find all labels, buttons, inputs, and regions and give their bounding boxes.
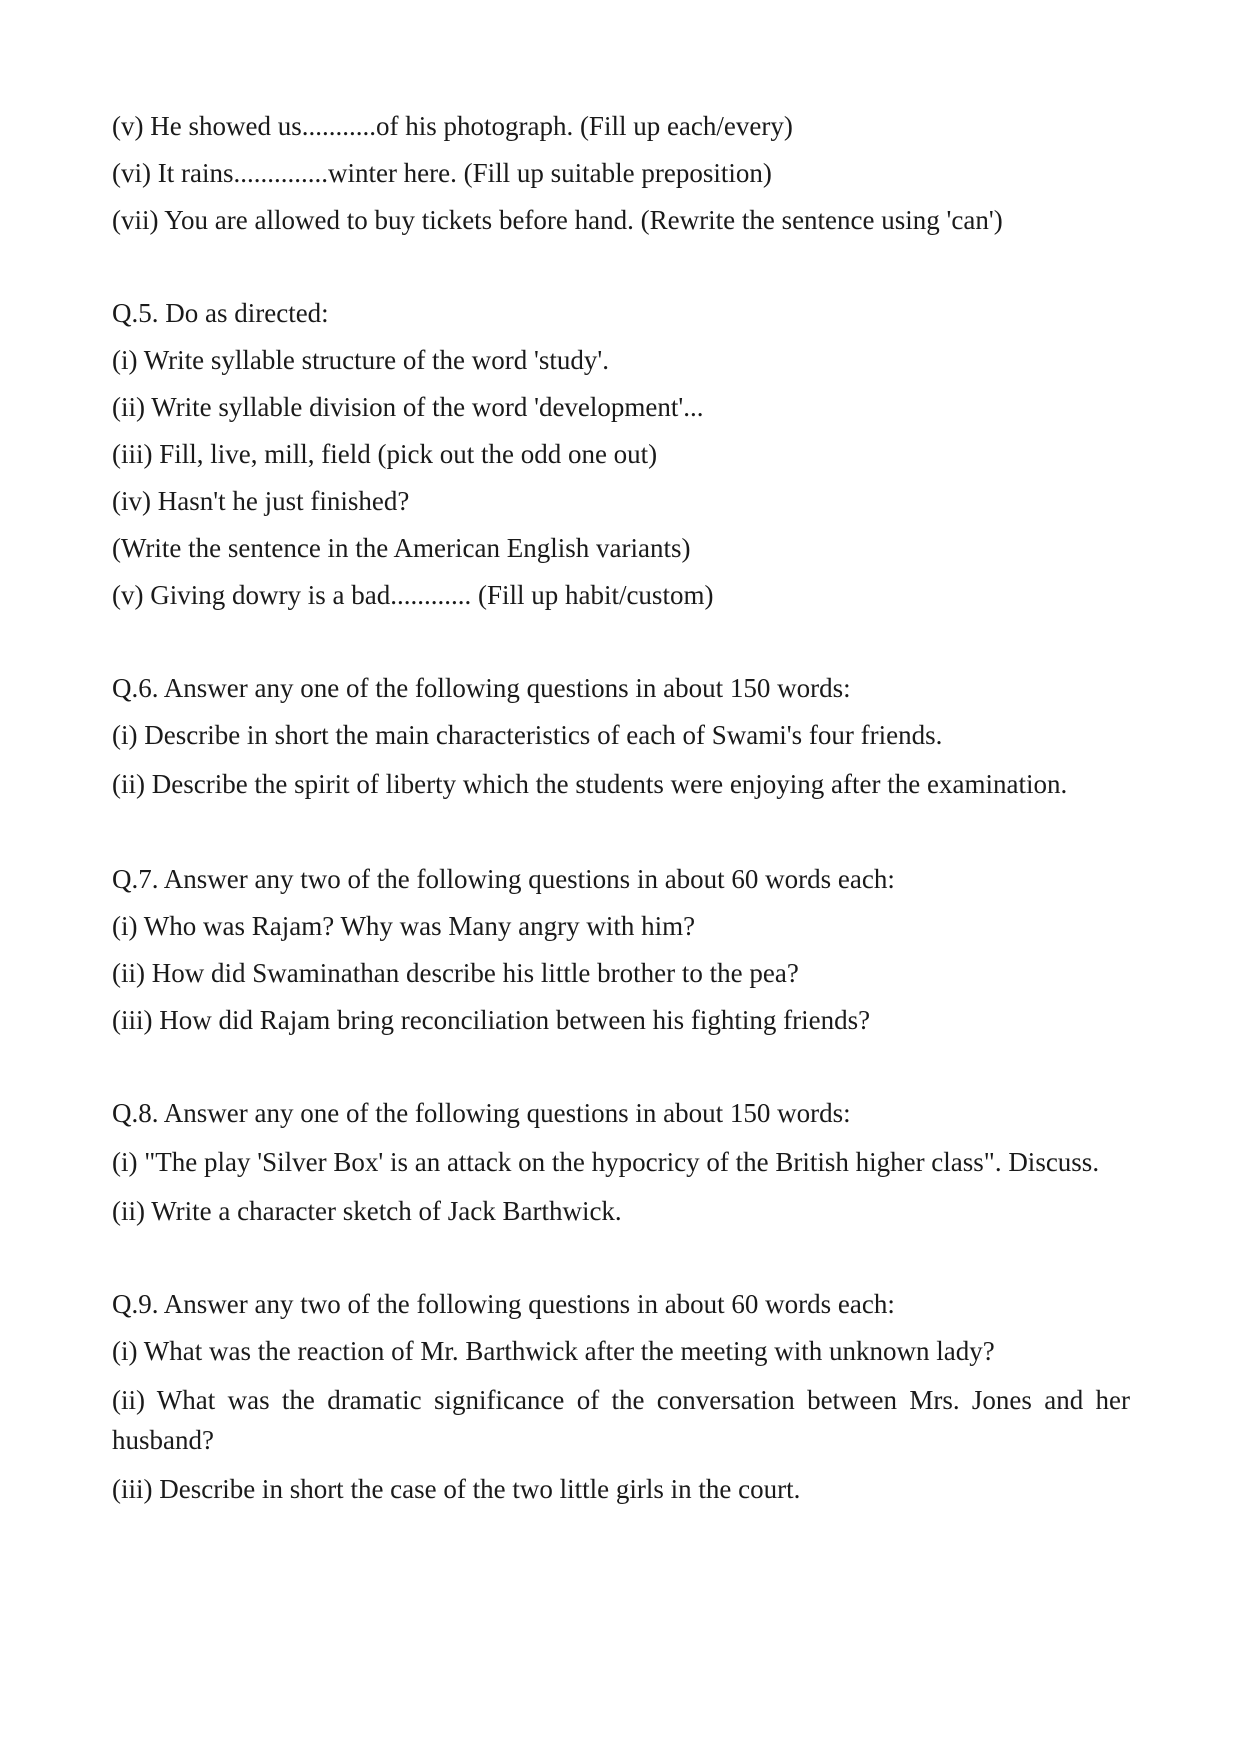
- question-heading: Q.8. Answer any one of the following questions in about 150 words:: [112, 1098, 851, 1128]
- question-item: (i) Describe in short the main characteristics of each of Swami's four friends.: [112, 720, 943, 750]
- question-item: (i) Who was Rajam? Why was Many angry with him?: [112, 911, 696, 941]
- question-paper-content: [112, 108, 1130, 1518]
- question-item: (ii) How did Swaminathan describe his little brother to the pea?: [112, 958, 799, 988]
- question-9-block: [112, 1286, 1130, 1507]
- question-item: (ii) Describe the spirit of liberty which the students were enjoying after the examination.: [112, 769, 1068, 799]
- question-item: (ii) Write a character sketch of Jack Barthwick.: [112, 1196, 622, 1226]
- question-item: (ii) Write syllable division of the word 'development'...: [112, 392, 704, 422]
- question-item: (v) Giving dowry is a bad............ (Fill up habit/custom): [112, 580, 714, 610]
- question-item: (iii) Fill, live, mill, field (pick out the odd one out): [112, 439, 658, 469]
- question-item: (ii) What was the dramatic significance of the conversation between Mrs. Jones and her husband?: [112, 1385, 1130, 1455]
- question-item: (Write the sentence in the American English variants): [112, 533, 691, 563]
- question-item: (iv) Hasn't he just finished?: [112, 486, 410, 516]
- question-item: (i) Write syllable structure of the word 'study'.: [112, 345, 610, 375]
- question-item: (iii) Describe in short the case of the two little girls in the court.: [112, 1474, 801, 1504]
- question-6-block: [112, 670, 1130, 804]
- question-5-block: [112, 295, 1130, 613]
- question-item: (v) He showed us...........of his photograph. (Fill up each/every): [112, 111, 793, 141]
- question-heading: Q.7. Answer any two of the following questions in about 60 words each:: [112, 864, 895, 894]
- question-heading: Q.6. Answer any one of the following questions in about 150 words:: [112, 673, 851, 703]
- carry-over-block: [112, 108, 1130, 238]
- question-7-block: [112, 861, 1130, 1038]
- question-item: (i) "The play 'Silver Box' is an attack on the hypocricy of the British higher class". Discuss.: [112, 1147, 1100, 1177]
- question-heading: Q.5. Do as directed:: [112, 298, 329, 328]
- question-8-block: [112, 1095, 1130, 1229]
- question-heading: Q.9. Answer any two of the following questions in about 60 words each:: [112, 1289, 895, 1319]
- question-item: (vii) You are allowed to buy tickets before hand. (Rewrite the sentence using 'can'): [112, 205, 1003, 235]
- question-item: (i) What was the reaction of Mr. Barthwick after the meeting with unknown lady?: [112, 1336, 995, 1366]
- question-item: (iii) How did Rajam bring reconciliation between his fighting friends?: [112, 1005, 871, 1035]
- question-item: (vi) It rains..............winter here. (Fill up suitable preposition): [112, 158, 772, 188]
